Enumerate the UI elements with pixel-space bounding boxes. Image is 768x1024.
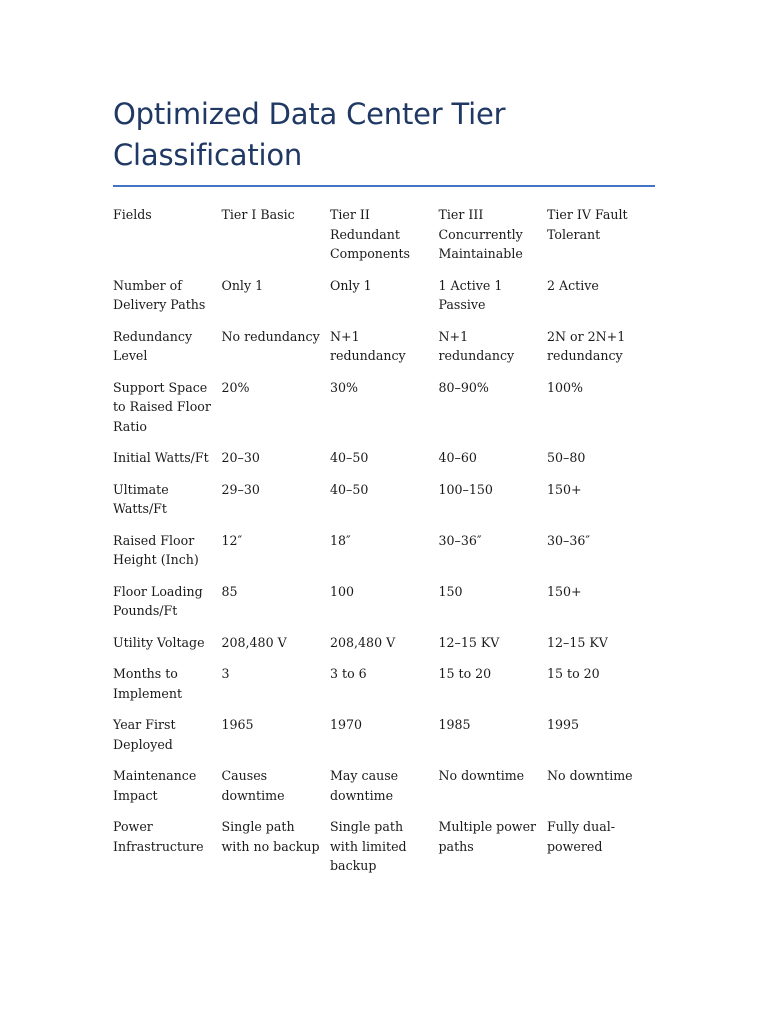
- title-underline: [113, 185, 655, 187]
- tier-1-value: 1965: [221, 717, 254, 732]
- tier-1-value: 29–30: [221, 481, 260, 497]
- table-row: [113, 582, 655, 633]
- document-title: Optimized Data Center Tier Classification: [113, 97, 506, 172]
- header-tier-1: Tier I Basic: [221, 207, 295, 222]
- tier-1-value: Causes downtime: [221, 768, 285, 803]
- tier-4-value: Fully dual-powered: [547, 819, 615, 854]
- tier-2-value: 40–50: [330, 481, 369, 497]
- tier-3-value: 15 to 20: [438, 666, 492, 681]
- tier-4-value: 2N or 2N+1 redundancy: [547, 328, 626, 363]
- tier-3-value: 1985: [438, 717, 471, 732]
- table-row: [113, 715, 655, 766]
- table-row: [113, 531, 655, 582]
- field-label: Year First Deployed: [113, 717, 176, 752]
- field-label: Floor Loading Pounds/Ft: [113, 583, 203, 618]
- tier-2-value: Only 1: [330, 277, 372, 293]
- tier-2-value: 208,480 V: [330, 634, 396, 650]
- tier-3-value: 30–36″: [438, 532, 482, 548]
- tier-3-value: 100–150: [438, 481, 493, 497]
- field-label: Support Space to Raised Floor Ratio: [113, 379, 211, 434]
- table-row: [113, 664, 655, 715]
- tier-3-value: 80–90%: [438, 379, 489, 395]
- table-header-row: [113, 205, 655, 276]
- tier-1-value: 12″: [221, 532, 243, 548]
- tier-1-value: Only 1: [221, 277, 264, 293]
- tier-3-value: 1 Active 1 Passive: [438, 277, 503, 312]
- tier-3-value: N+1 redundancy: [438, 328, 515, 363]
- tier-2-value: 3 to 6: [330, 666, 367, 681]
- tier-2-value: May cause downtime: [330, 768, 399, 803]
- tier-3-value: Multiple power paths: [438, 819, 537, 854]
- tier-2-value: 1970: [330, 717, 363, 732]
- table-row: [113, 327, 655, 378]
- tier-1-value: 3: [221, 666, 230, 681]
- table-row: [113, 480, 655, 531]
- header-tier-4: Tier IV Fault Tolerant: [547, 207, 628, 242]
- field-label: Redundancy Level: [113, 328, 193, 363]
- table-row: [113, 378, 655, 449]
- tier-1-value: Single path with no backup: [221, 819, 320, 854]
- tier-3-value: No downtime: [438, 768, 525, 783]
- tier-1-value: 20–30: [221, 450, 260, 465]
- tier-4-value: 150+: [547, 481, 582, 497]
- table-row: [113, 448, 655, 480]
- tier-3-value: 12–15 KV: [438, 634, 500, 650]
- tier-2-value: 40–50: [330, 450, 369, 465]
- tier-4-value: 30–36″: [547, 532, 591, 548]
- table-row: [113, 633, 655, 665]
- tier-2-value: N+1 redundancy: [330, 328, 406, 363]
- table-row: [113, 766, 655, 817]
- header-fields: Fields: [113, 207, 152, 222]
- document-page: [113, 94, 655, 888]
- tier-2-value: 30%: [330, 379, 358, 395]
- tier-classification-table: [113, 205, 655, 888]
- tier-4-value: 1995: [547, 717, 580, 732]
- field-label: Raised Floor Height (Inch): [113, 532, 199, 567]
- field-label: Number of Delivery Paths: [113, 277, 206, 312]
- header-tier-3: Tier III Concurrently Maintainable: [438, 207, 523, 261]
- table-row: [113, 276, 655, 327]
- tier-4-value: 50–80: [547, 450, 586, 465]
- field-label: Maintenance Impact: [113, 768, 197, 803]
- field-label: Ultimate Watts/Ft: [113, 481, 169, 516]
- tier-2-value: 18″: [330, 532, 351, 548]
- tier-2-value: Single path with limited backup: [330, 819, 407, 873]
- header-tier-2: Tier II Redundant Components: [330, 207, 411, 261]
- field-label: Power Infrastructure: [113, 819, 204, 854]
- table-row: [113, 817, 655, 888]
- tier-4-value: 150+: [547, 583, 582, 599]
- field-label: Initial Watts/Ft: [113, 450, 209, 465]
- tier-2-value: 100: [330, 583, 355, 599]
- tier-1-value: 208,480 V: [221, 634, 287, 650]
- tier-4-value: 15 to 20: [547, 666, 600, 681]
- field-label: Months to Implement: [113, 666, 183, 701]
- tier-1-value: 85: [221, 583, 238, 599]
- field-label: Utility Voltage: [113, 634, 205, 650]
- tier-3-value: 150: [438, 583, 463, 599]
- tier-4-value: 12–15 KV: [547, 634, 608, 650]
- tier-4-value: 100%: [547, 379, 584, 395]
- tier-1-value: 20%: [221, 379, 250, 395]
- tier-4-value: 2 Active: [547, 277, 599, 293]
- tier-3-value: 40–60: [438, 450, 477, 465]
- tier-1-value: No redundancy: [221, 328, 320, 344]
- table-body: [113, 276, 655, 888]
- tier-4-value: No downtime: [547, 768, 633, 783]
